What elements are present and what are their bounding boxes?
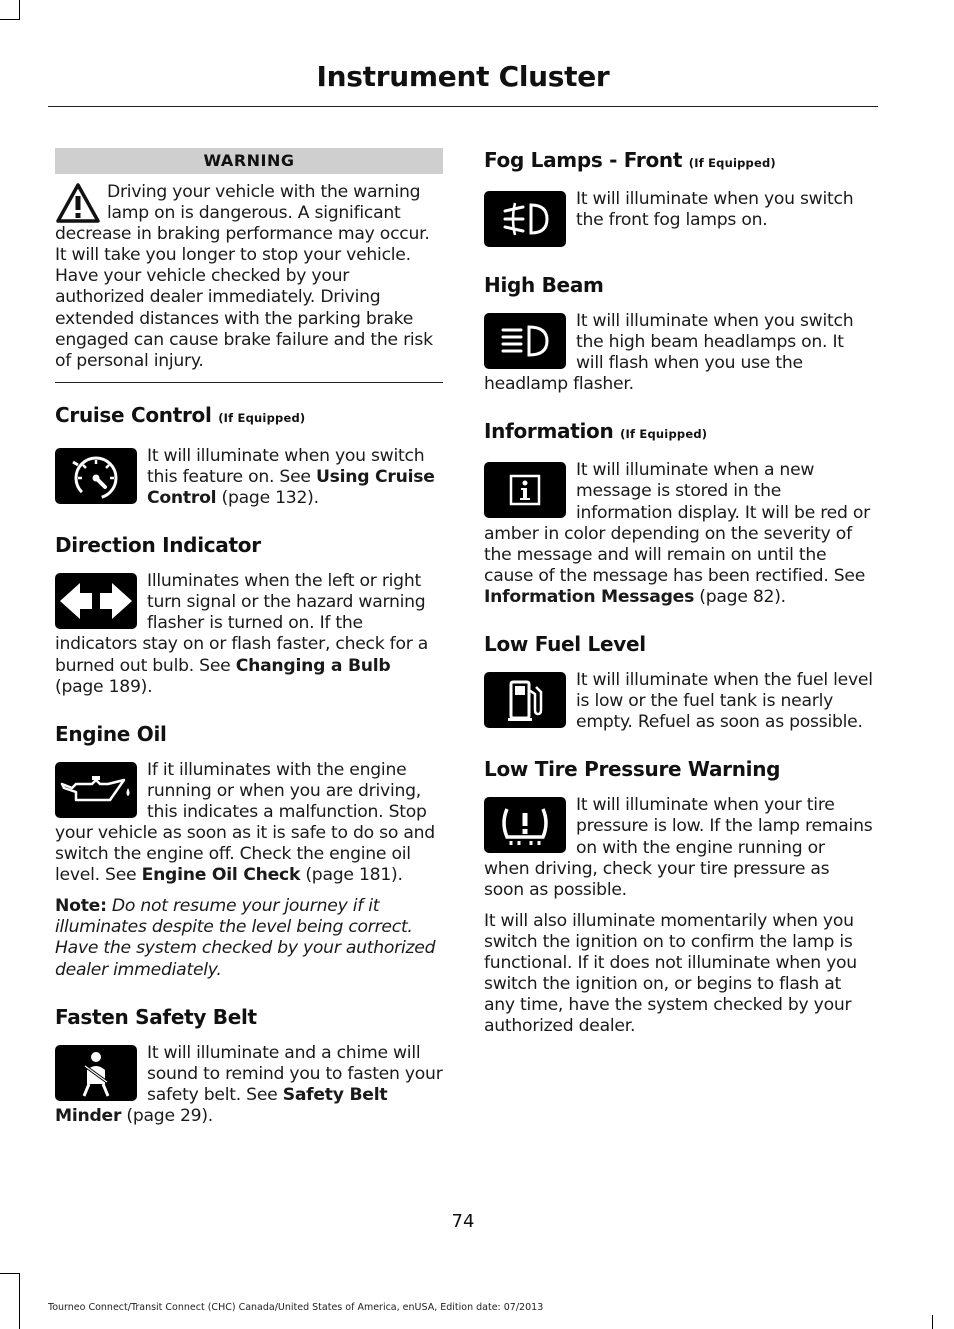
section-body: [484, 460, 874, 608]
page-reference: (page 181).: [300, 865, 403, 886]
page-reference: (page 189).: [55, 676, 153, 697]
section-text: If it illuminates with the engine running or when you are driving, this indicates a malfunction. Stop your vehicle as soon as it is safe to do so and switch the engine off. Check the engine oil level. See: [55, 759, 435, 886]
warning-text: Driving your vehicle with the warning lamp on is dangerous. A significant decrease in braking performance may occur. It will take you longer to stop your vehicle. Have your vehicle checked by your authorized dealer immediately. Driving extended distances with the parking brake engaged can cause brake failure and the risk of personal injury.: [55, 182, 433, 371]
crop-mark: [0, 1273, 20, 1274]
section-heading: [55, 403, 443, 430]
section-engine-oil: [55, 722, 443, 981]
section-heading: Fasten Safety Belt: [55, 1004, 257, 1029]
section-body: [484, 795, 874, 900]
title-divider: [48, 106, 878, 107]
section-heading: [484, 419, 874, 446]
turn-arrows-icon: [55, 573, 137, 629]
page-title: Instrument Cluster: [316, 60, 610, 93]
crop-mark: [19, 1274, 20, 1329]
section-body: [55, 571, 443, 698]
oil-can-icon: [55, 762, 137, 818]
section-high-beam: [484, 273, 874, 395]
page-reference: (page 29).: [121, 1105, 214, 1126]
warning-triangle-icon: [55, 182, 101, 224]
fuel-pump-icon: [484, 672, 566, 728]
section-heading: Low Fuel Level: [484, 632, 646, 657]
section-low-fuel-level: [484, 632, 874, 733]
section-text: It will illuminate and a chime will sound to remind you to fasten your safety belt. See: [147, 1042, 443, 1105]
section-heading: [484, 148, 874, 175]
section-heading: High Beam: [484, 273, 604, 297]
section-cruise-control: [55, 403, 443, 509]
section-body: [484, 311, 874, 395]
section-heading: Low Tire Pressure Warning: [484, 757, 781, 782]
warning-divider: [55, 382, 443, 383]
page-footer: Tourneo Connect/Transit Connect (CHC) Canada/United States of America, enUSA, Edition date: 07/2013: [48, 1302, 544, 1313]
section-body: [55, 1043, 443, 1127]
information-icon: [484, 462, 566, 518]
seatbelt-icon: [55, 1045, 137, 1101]
section-body: [484, 189, 874, 231]
heading-qualifier: (If Equipped): [620, 427, 708, 442]
heading-qualifier: (If Equipped): [218, 410, 306, 425]
cross-reference-link[interactable]: Engine Oil Check: [141, 865, 301, 886]
speedometer-icon: [55, 448, 137, 504]
section-heading: Direction Indicator: [55, 533, 261, 558]
front-fog-lamp-icon: [484, 191, 566, 247]
section-text: It will illuminate when a new message is stored in the information display. It will be red or amber in color depending on the severity of the message and will remain on until the cause of the message has been rectified. See: [484, 460, 870, 586]
note-text: Do not resume your journey if it illuminates despite the level being correct. Have the system checked by your authorized dealer immediately.: [55, 896, 436, 980]
section-text: Illuminates when the left or right turn signal or the hazard warning flasher is turned on. If the indicators stay on or flash faster, check for a burned out bulb. See: [55, 571, 429, 676]
cross-reference-link[interactable]: Changing a Bulb: [235, 655, 391, 676]
cross-reference-link[interactable]: Information Messages: [484, 586, 695, 607]
tire-pressure-icon: [484, 797, 566, 853]
crop-mark: [19, 0, 20, 20]
section-text-continued: It will also illuminate momentarily when you switch the ignition on to confirm the lamp is functional. If it does not illuminate when you switch the ignition on, or begins to flash at any time, have the system checked by your authorized dealer.: [484, 910, 857, 1037]
section-text: It will illuminate when you switch the high beam headlamps on. It will flash when you use the headlamp flasher.: [484, 311, 854, 395]
section-heading: Engine Oil: [55, 721, 167, 746]
page-number: 74: [451, 1211, 475, 1232]
section-body: [484, 670, 874, 733]
section-body: [55, 760, 443, 887]
note-label: Note:: [55, 896, 107, 917]
warning-header: WARNING: [55, 148, 443, 174]
cross-reference-link[interactable]: Safety Belt Minder: [55, 1084, 388, 1126]
page-reference: (page 132).: [216, 488, 319, 509]
section-information: [484, 419, 874, 608]
section-fasten-safety-belt: [55, 1005, 443, 1127]
section-text: It will illuminate when you switch the front fog lamps on.: [576, 189, 854, 231]
heading-text: Fog Lamps - Front: [484, 148, 683, 172]
crop-mark: [932, 1315, 933, 1329]
section-fog-lamps-front: [484, 148, 874, 249]
section-text: It will illuminate when your tire pressure is low. If the lamp remains on with the engine running or when driving, check your tire pressure as soon as possible.: [484, 795, 873, 900]
right-column: [484, 148, 874, 1037]
warning-box: [55, 148, 443, 383]
left-column: [55, 148, 443, 1127]
page-reference: (page 82).: [694, 586, 786, 607]
section-direction-indicator: [55, 533, 443, 698]
crop-mark: [0, 19, 20, 20]
section-text: It will illuminate when the fuel level is low or the fuel tank is nearly empty. Refuel as soon as possible.: [576, 670, 873, 733]
warning-body: [55, 182, 443, 372]
high-beam-icon: [484, 313, 566, 369]
section-text: It will illuminate when you switch this feature on. See: [147, 445, 425, 487]
heading-qualifier: (If Equipped): [688, 156, 776, 170]
note: [55, 896, 443, 980]
cross-reference-link[interactable]: Using Cruise Control: [147, 466, 435, 509]
section-low-tire-pressure: [484, 757, 874, 1037]
heading-text: Information: [484, 419, 614, 444]
heading-text: Cruise Control: [55, 402, 212, 427]
section-body: [55, 446, 443, 509]
